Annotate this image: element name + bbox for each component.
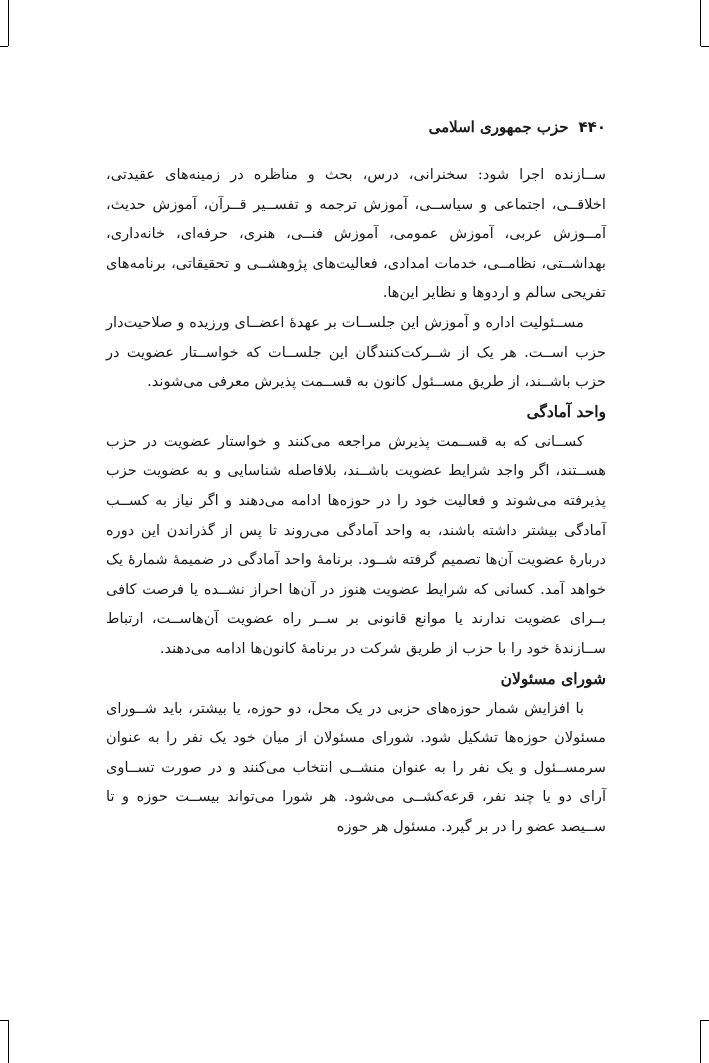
crop-mark-top-right-horizontal bbox=[701, 46, 709, 47]
section-heading-council-of-officials: شورای مسئولان bbox=[500, 668, 606, 688]
crop-mark-bottom-right-vertical bbox=[700, 1020, 701, 1063]
paragraph-activities-list: ســازنده اجرا شود: سخنرانی، درس، بحث و مناظره در زمینه‌های عقیدتی، اخلاقــی، اجتماعی و سیاســی، آموزش ترجمه و تفســیر قــرآن، آموزش حدیث، آمــوزش عربی، آموزش عمومی، آموزش فنــی، هنری، حرفه‌ای، خانه‌داری، بهداشــتی، نظامــی، خدمات امدادی، فعالیت‌های پژوهشــی و تحقیقاتی، برنامه‌های تفریحی سالم و اردوها و نظایر این‌ها. bbox=[106, 166, 606, 302]
crop-mark-bottom-left-vertical bbox=[8, 1020, 9, 1063]
crop-mark-top-left-vertical bbox=[8, 0, 9, 46]
crop-mark-top-right-vertical bbox=[700, 0, 701, 46]
page-number: ۴۴۰ bbox=[578, 118, 606, 136]
paragraph-readiness-unit: کســانی که به قســمت پذیرش مراجعه می‌کنند و خواستار عضویت در حزب هســتند، اگر واجد شرایط عضویت باشــند، بلافاصله شناسایی و به عضویت حزب پذیرفته می‌شوند و فعالیت خود را در حوزه‌ها ادامه می‌دهند و اگر نیاز به کســب آمادگی بیشتر داشته باشند، به واحد آمادگی می‌روند تا پس از گذراندن این دوره دربارهٔ عضویت آن‌ها تصمیم گرفته شــود. برنامهٔ واحد آمادگی در ضمیمهٔ شمارهٔ یک خواهد آمد. کسانی که شرایط عضویت هنوز در آن‌ها احراز نشــده یا فرصت کافی بــرای عضویت ندارند یا موانع قانونی بر ســر راه عضویت آن‌هاســت، ارتباط ســازندهٔ خود را با حزب از طریق شرکت در برنامهٔ کانون‌ها ادامه می‌دهند. bbox=[106, 432, 606, 657]
running-title: حزب جمهوری اسلامی bbox=[428, 118, 569, 136]
crop-mark-top-left-horizontal bbox=[0, 46, 8, 47]
crop-mark-bottom-right-horizontal bbox=[701, 1020, 709, 1021]
section-heading-readiness-unit: واحد آمادگی bbox=[526, 401, 606, 421]
paragraph-session-responsibility: مســئولیت اداره و آموزش این جلســات بر عهدهٔ اعضــای ورزیده و صلاحیت‌دار حزب اســت. هر یک از شــرکت‌کنندگان این جلســات که خواســتار عضویت در حزب باشــند، از طریق مســئول کانون به قســمت پذیرش معرفی می‌شوند. bbox=[106, 313, 606, 391]
paragraph-council-of-officials: با افزایش شمار حوزه‌های حزبی در یک محل، دو حوزه، یا بیشتر، باید شــورای مسئولان حوزه‌ها تشکیل شود. شورای مسئولان از میان خود یک نفر را به عنوان سرمســئول و یک نفر را به عنوان منشــی انتخاب می‌کنند و در صورت تســاوی آرای دو یا چند نفر، قرعه‌کشــی می‌شود. هر شورا می‌تواند بیســت حوزه و تا ســیصد عضو را در بر گیرد. مسئول هر حوزه bbox=[106, 699, 606, 835]
running-header bbox=[106, 118, 606, 136]
crop-mark-bottom-left-horizontal bbox=[0, 1020, 8, 1021]
book-page bbox=[106, 118, 606, 841]
